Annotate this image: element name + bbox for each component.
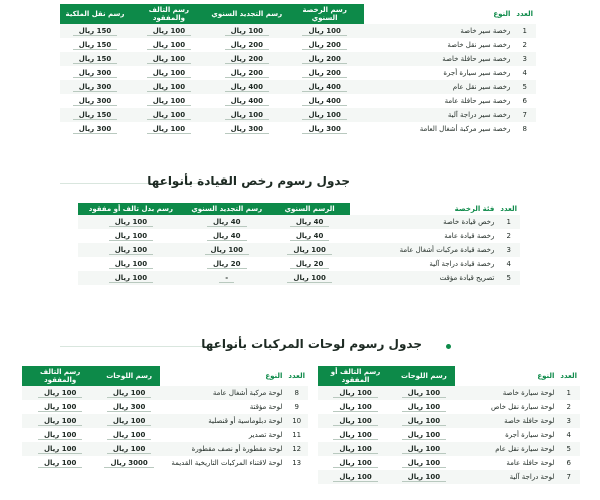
col-num-header: العدد [557, 366, 580, 386]
table-header-row [78, 203, 520, 215]
transfer-fee-cell [60, 52, 130, 66]
col-transfer-header: رسم نقل الملكية [60, 4, 130, 24]
license-type: رخصة سير خاصة [364, 24, 514, 38]
annual-fee: 400 ريال [302, 97, 346, 106]
plates-fees-table-left [22, 366, 308, 470]
row-number: 4 [506, 260, 511, 268]
damaged-fee: 100 ريال [38, 403, 82, 412]
row-number: 8 [285, 386, 308, 400]
license-category: رخص قيادة خاصة [350, 215, 498, 229]
plate-fee: 100 ريال [402, 473, 446, 482]
renewal-fee: 100 ريال [205, 246, 249, 255]
table-row [318, 456, 580, 470]
renewal-fee-cell [184, 243, 270, 257]
renewal-fee: 400 ريال [225, 83, 269, 92]
annual-fee: 400 ريال [302, 83, 346, 92]
damaged-fee: 100 ريال [38, 431, 82, 440]
annual-fee-cell [286, 94, 364, 108]
plate-fee-cell [393, 414, 455, 428]
col-damaged-header: رسم التالف والمفقود [22, 366, 98, 386]
row-number: 4 [566, 431, 571, 439]
damaged-fee-cell [130, 122, 208, 136]
table-row [22, 400, 308, 414]
damaged-fee: 100 ريال [147, 69, 191, 78]
vehicle-license-rows [60, 24, 536, 136]
driving-license-fees-table [78, 203, 520, 285]
table-row [60, 80, 536, 94]
replacement-fee-cell [78, 229, 184, 243]
col-type-header: النوع [455, 366, 558, 386]
transfer-fee-cell [60, 80, 130, 94]
row-number: 6 [566, 459, 571, 467]
damaged-fee-cell [130, 80, 208, 94]
table-row [22, 442, 308, 456]
replacement-fee-cell [78, 243, 184, 257]
row-number: 3 [497, 243, 520, 257]
table-row [22, 386, 308, 400]
damaged-fee: 100 ريال [333, 403, 377, 412]
driving-license-rows [78, 215, 520, 285]
plate-fee-cell [98, 400, 160, 414]
renewal-fee: 200 ريال [225, 69, 269, 78]
plate-type: لوحة دبلوماسية أو قنصلية [160, 414, 285, 428]
plate-fee-cell [393, 400, 455, 414]
transfer-fee: 150 ريال [73, 41, 117, 50]
damaged-fee-cell [318, 470, 393, 484]
transfer-fee-cell [60, 38, 130, 52]
col-num-header: العدد [497, 203, 520, 215]
plate-fee: 300 ريال [107, 403, 151, 412]
row-number: 5 [557, 442, 580, 456]
plate-fee: 100 ريال [402, 389, 446, 398]
table-row [318, 386, 580, 400]
table-row [60, 38, 536, 52]
damaged-fee: 100 ريال [38, 417, 82, 426]
damaged-fee-cell [318, 414, 393, 428]
col-replacement-header: رسم بدل تالف أو مفقود [78, 203, 184, 215]
row-number: 1 [513, 24, 536, 38]
plate-type: لوحة سيارة نقل خاص [490, 403, 555, 411]
row-number: 3 [513, 52, 536, 66]
renewal-fee-cell [208, 24, 286, 38]
annual-fee: 300 ريال [302, 125, 346, 134]
table-header-row [318, 366, 580, 386]
damaged-fee: 100 ريال [147, 97, 191, 106]
table-row [78, 243, 520, 257]
table-header-row [22, 366, 308, 386]
row-number: 7 [513, 108, 536, 122]
plate-fee-cell [393, 428, 455, 442]
renewal-fee-cell [184, 215, 270, 229]
annual-fee: 100 ريال [287, 274, 331, 283]
col-annual-header: رسم الرخصة السنوي [286, 4, 364, 24]
renewal-fee-cell [208, 80, 286, 94]
plates-fees-table-right [318, 366, 580, 484]
annual-fee: 200 ريال [302, 55, 346, 64]
row-number: 2 [506, 232, 511, 240]
damaged-fee: 100 ريال [333, 389, 377, 398]
annual-fee-cell [270, 243, 350, 257]
col-damaged-header: رسم التالف أو المفقود [318, 366, 393, 386]
replacement-fee: 100 ريال [109, 246, 153, 255]
plate-fee-cell [98, 456, 160, 470]
damaged-fee: 100 ريال [147, 83, 191, 92]
renewal-fee: 400 ريال [225, 97, 269, 106]
annual-fee-cell [270, 257, 350, 271]
table-row [78, 229, 520, 243]
replacement-fee-cell [78, 257, 184, 271]
annual-fee: 40 ريال [290, 218, 330, 227]
driving-licenses-title: جدول رسوم رخص القيادة بأنواعها [147, 174, 350, 188]
table-row [78, 215, 520, 229]
replacement-fee: 100 ريال [109, 218, 153, 227]
table-header-row [60, 4, 536, 24]
table-row [318, 428, 580, 442]
transfer-fee: 150 ريال [73, 27, 117, 36]
title-bullet [446, 344, 451, 349]
damaged-fee: 100 ريال [147, 27, 191, 36]
col-type-header: فئة الرخصة [350, 203, 498, 215]
damaged-fee-cell [130, 66, 208, 80]
plate-type: لوحة مقطورة أو نصف مقطورة [160, 442, 285, 456]
damaged-fee-cell [22, 386, 98, 400]
transfer-fee-cell [60, 66, 130, 80]
vehicle-license-fees-table [60, 4, 536, 136]
plates-title: جدول رسوم لوحات المركبات بأنواعها [201, 337, 422, 351]
renewal-fee: 100 ريال [225, 111, 269, 120]
replacement-fee: 100 ريال [109, 260, 153, 269]
plate-fee-cell [393, 456, 455, 470]
damaged-fee: 100 ريال [38, 445, 82, 454]
annual-fee: 20 ريال [290, 260, 330, 269]
plate-fee-cell [98, 386, 160, 400]
damaged-fee: 100 ريال [38, 459, 82, 468]
renewal-fee: - [219, 274, 234, 283]
renewal-fee-cell [184, 229, 270, 243]
plate-type: لوحة حافلة عامة [506, 459, 555, 467]
plate-fee: 100 ريال [402, 431, 446, 440]
damaged-fee: 100 ريال [333, 417, 377, 426]
plate-type: لوحة سيارة خاصة [455, 386, 558, 400]
renewal-fee: 100 ريال [225, 27, 269, 36]
damaged-fee-cell [130, 52, 208, 66]
license-type: رخصة سير دراجة آلية [364, 108, 514, 122]
annual-fee-cell [286, 122, 364, 136]
annual-fee: 200 ريال [302, 41, 346, 50]
damaged-fee: 100 ريال [147, 111, 191, 120]
license-category: رخصة قيادة دراجة آلية [429, 260, 495, 268]
renewal-fee: 40 ريال [207, 232, 247, 241]
damaged-fee: 100 ريال [147, 55, 191, 64]
plate-fee-cell [393, 442, 455, 456]
plate-fee-cell [393, 386, 455, 400]
renewal-fee: 300 ريال [225, 125, 269, 134]
damaged-fee-cell [22, 442, 98, 456]
plate-fee-cell [98, 442, 160, 456]
plate-type: لوحة سيارة نقل عام [455, 442, 558, 456]
damaged-fee-cell [22, 414, 98, 428]
renewal-fee: 200 ريال [225, 55, 269, 64]
damaged-fee-cell [22, 428, 98, 442]
transfer-fee-cell [60, 108, 130, 122]
row-number: 4 [522, 69, 527, 77]
row-number: 13 [292, 459, 302, 467]
plate-type: لوحة مؤقتة [249, 403, 283, 411]
renewal-fee: 200 ريال [225, 41, 269, 50]
col-renewal-header: رسم التجديد السنوي [184, 203, 270, 215]
col-damaged-header: رسم التالف والمفقود [130, 4, 208, 24]
plate-fee: 100 ريال [402, 417, 446, 426]
plate-fee: 100 ريال [402, 459, 446, 468]
damaged-fee: 100 ريال [333, 473, 377, 482]
damaged-fee: 100 ريال [333, 431, 377, 440]
damaged-fee-cell [318, 442, 393, 456]
row-number: 1 [557, 386, 580, 400]
license-type: رخصة سير نقل خاصة [447, 41, 511, 49]
row-number: 2 [566, 403, 571, 411]
plate-type: لوحة لاقتناء المركبات التاريخية القديمة [171, 459, 283, 467]
license-type: رخصة سير حافلة خاصة [364, 52, 514, 66]
transfer-fee: 150 ريال [73, 55, 117, 64]
col-plate-fee-header: رسم اللوحات [98, 366, 160, 386]
annual-fee-cell [270, 229, 350, 243]
table-row [60, 52, 536, 66]
plate-type: لوحة دراجة آلية [455, 470, 558, 484]
damaged-fee: 100 ريال [38, 389, 82, 398]
row-number: 2 [522, 41, 527, 49]
license-type: رخصة سير حافلة عامة [444, 97, 511, 105]
plates-rows-left [22, 386, 308, 470]
damaged-fee: 100 ريال [333, 445, 377, 454]
transfer-fee-cell [60, 24, 130, 38]
damaged-fee: 100 ريال [333, 459, 377, 468]
damaged-fee-cell [130, 94, 208, 108]
table-row [78, 257, 520, 271]
damaged-fee-cell [318, 428, 393, 442]
license-category: تصريح قيادة مؤقت [350, 271, 498, 285]
table-row [60, 66, 536, 80]
row-number: 5 [513, 80, 536, 94]
col-num-header: العدد [285, 366, 308, 386]
annual-fee-cell [286, 108, 364, 122]
row-number: 10 [285, 414, 308, 428]
annual-fee: 200 ريال [302, 69, 346, 78]
annual-fee-cell [270, 215, 350, 229]
plate-type: لوحة تصدير [248, 431, 283, 439]
plate-fee-cell [98, 414, 160, 428]
replacement-fee: 100 ريال [109, 274, 153, 283]
annual-fee: 100 ريال [302, 27, 346, 36]
renewal-fee-cell [184, 271, 270, 285]
annual-fee-cell [286, 52, 364, 66]
license-type: رخصة سير نقل عام [364, 80, 514, 94]
transfer-fee-cell [60, 122, 130, 136]
table-row [60, 94, 536, 108]
transfer-fee: 300 ريال [73, 125, 117, 134]
renewal-fee-cell [208, 52, 286, 66]
annual-fee: 100 ريال [302, 111, 346, 120]
plate-fee: 100 ريال [402, 445, 446, 454]
damaged-fee-cell [130, 38, 208, 52]
row-number: 5 [497, 271, 520, 285]
transfer-fee: 300 ريال [73, 97, 117, 106]
plate-fee: 100 ريال [402, 403, 446, 412]
table-row [78, 271, 520, 285]
replacement-fee: 100 ريال [109, 232, 153, 241]
annual-fee-cell [286, 38, 364, 52]
annual-fee-cell [270, 271, 350, 285]
col-num-header: العدد [513, 4, 536, 24]
annual-fee: 40 ريال [290, 232, 330, 241]
license-type: رخصة سير مركبة أشغال العامة [419, 125, 511, 133]
renewal-fee: 40 ريال [207, 218, 247, 227]
row-number: 8 [522, 125, 527, 133]
license-category: رخصة قيادة مركبات أشغال عامة [350, 243, 498, 257]
plate-type: لوحة سيارة أجرة [505, 431, 555, 439]
row-number: 7 [557, 470, 580, 484]
plate-type: لوحة حافلة خاصة [455, 414, 558, 428]
table-row [318, 414, 580, 428]
transfer-fee: 300 ريال [73, 69, 117, 78]
col-plate-fee-header: رسم اللوحات [393, 366, 455, 386]
table-row [60, 108, 536, 122]
plate-type: لوحة مركبة أشغال عامة [160, 386, 285, 400]
damaged-fee-cell [130, 24, 208, 38]
row-number: 12 [285, 442, 308, 456]
transfer-fee: 150 ريال [73, 111, 117, 120]
damaged-fee-cell [318, 386, 393, 400]
annual-fee: 100 ريال [287, 246, 331, 255]
renewal-fee: 20 ريال [207, 260, 247, 269]
table-row [22, 456, 308, 470]
annual-fee-cell [286, 80, 364, 94]
annual-fee-cell [286, 24, 364, 38]
table-row [22, 428, 308, 442]
renewal-fee-cell [208, 66, 286, 80]
license-type: رخصة سير سيارة أجرة [443, 69, 511, 77]
plate-fee: 100 ريال [107, 431, 151, 440]
plate-fee: 100 ريال [107, 417, 151, 426]
damaged-fee: 100 ريال [147, 41, 191, 50]
plate-fee-cell [98, 428, 160, 442]
replacement-fee-cell [78, 271, 184, 285]
plates-rows-right [318, 386, 580, 484]
plate-fee: 100 ريال [107, 389, 151, 398]
col-renewal-header: رسم التجديد السنوي [208, 4, 286, 24]
plate-fee: 100 ريال [107, 445, 151, 454]
transfer-fee: 300 ريال [73, 83, 117, 92]
col-annual-header: الرسم السنوي [270, 203, 350, 215]
table-row [318, 470, 580, 484]
row-number: 6 [522, 97, 527, 105]
damaged-fee-cell [22, 456, 98, 470]
col-type-header: النوع [160, 366, 285, 386]
renewal-fee-cell [208, 94, 286, 108]
row-number: 1 [497, 215, 520, 229]
transfer-fee-cell [60, 94, 130, 108]
damaged-fee-cell [318, 400, 393, 414]
damaged-fee: 100 ريال [147, 125, 191, 134]
row-number: 9 [294, 403, 299, 411]
renewal-fee-cell [184, 257, 270, 271]
renewal-fee-cell [208, 122, 286, 136]
table-row [22, 414, 308, 428]
row-number: 3 [557, 414, 580, 428]
table-row [318, 400, 580, 414]
damaged-fee-cell [318, 456, 393, 470]
license-category: رخصة قيادة عامة [444, 232, 495, 240]
renewal-fee-cell [208, 108, 286, 122]
damaged-fee-cell [22, 400, 98, 414]
col-type-header: النوع [364, 4, 514, 24]
table-row [318, 442, 580, 456]
row-number: 11 [292, 431, 302, 439]
replacement-fee-cell [78, 215, 184, 229]
annual-fee-cell [286, 66, 364, 80]
damaged-fee-cell [130, 108, 208, 122]
renewal-fee-cell [208, 38, 286, 52]
plate-fee-cell [393, 470, 455, 484]
table-row [60, 122, 536, 136]
plate-fee: 3000 ريال [104, 459, 153, 468]
table-row [60, 24, 536, 38]
